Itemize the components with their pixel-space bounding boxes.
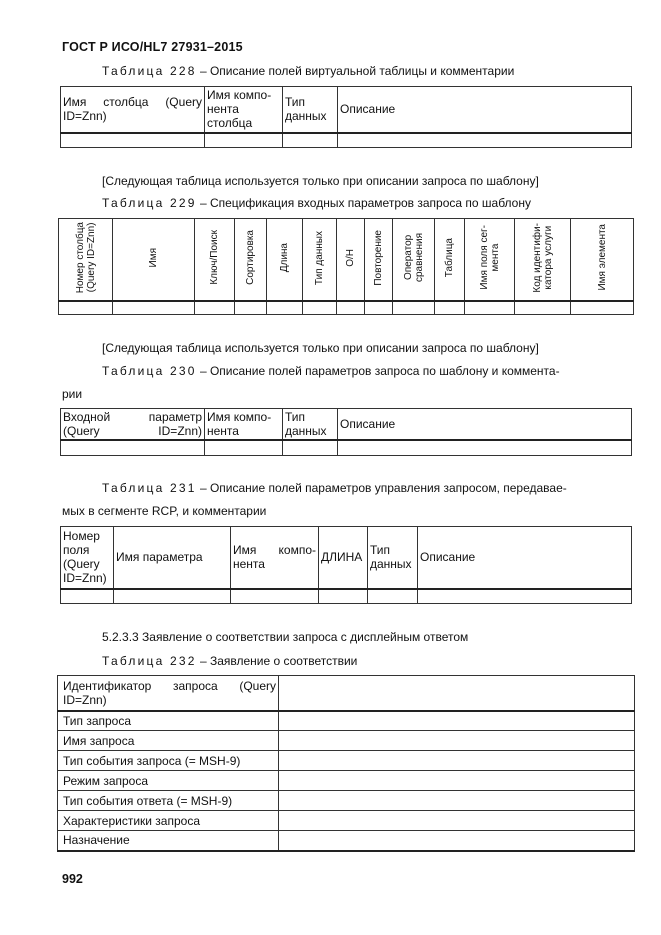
t229-caption-text: – Спецификация входных параметров запроса по шаблону	[196, 196, 531, 210]
table-row	[58, 731, 635, 751]
t230-caption-text-2: рии	[62, 387, 83, 401]
t231-caption-text-2: мых в сегменте RCP, и комментарии	[62, 504, 267, 518]
table-row	[59, 301, 634, 315]
t229-col-key: Ключ/Поиск	[195, 219, 235, 301]
t228-col-description: Описание	[338, 87, 632, 133]
t229-col-length: Длина	[267, 219, 303, 301]
t229-caption-label: Таблица 229	[102, 196, 197, 210]
document-header: ГОСТ Р ИСО/HL7 27931–2015	[62, 40, 243, 54]
t232-row-label: Режим запроса	[58, 771, 279, 791]
t231-col-length: ДЛИНА	[319, 527, 368, 589]
t230-caption	[102, 364, 630, 378]
t232-row-label: Характеристики запроса	[58, 811, 279, 831]
t231-col-type: Тип данных	[368, 527, 418, 589]
t229-col-table: Таблица	[435, 219, 465, 301]
t232-caption	[102, 654, 357, 668]
t229-col-segment-field: Имя поля сег- мента	[465, 219, 515, 301]
t232-row-label: Назначение	[58, 831, 279, 851]
t228-caption	[102, 64, 514, 78]
t229-col-sort: Сортировка	[235, 219, 267, 301]
table-230	[60, 408, 632, 456]
table-row	[58, 831, 635, 851]
t229-caption	[102, 196, 531, 210]
note-template-1: [Следующая таблица используется только при описании запроса по шаблону]	[102, 174, 539, 188]
t230-col-type: Тип данных	[283, 409, 338, 441]
table-row	[58, 751, 635, 771]
t232-row-label: Идентификатор запроса (Query ID=Znn)	[58, 676, 279, 711]
table-row	[61, 440, 632, 455]
t231-col-field-number: Номер поля (Query ID=Znn)	[61, 527, 114, 589]
t230-col-description: Описание	[338, 409, 632, 441]
table-row	[58, 676, 635, 711]
t229-col-element-name: Имя элемента	[571, 219, 634, 301]
t229-col-name: Имя	[113, 219, 195, 301]
t229-col-repeat: Повторение	[365, 219, 393, 301]
table-232	[57, 675, 635, 852]
t232-caption-text: – Заявление о соответствии	[196, 654, 358, 668]
t230-col-component: Имя компо-нента	[205, 409, 283, 441]
table-row	[58, 811, 635, 831]
t228-col-name: Имя столбца (Query ID=Znn)	[61, 87, 205, 133]
t232-caption-label: Таблица 232	[102, 654, 197, 668]
t228-col-component: Имя компо-нента столбца	[205, 87, 283, 133]
table-row	[58, 771, 635, 791]
t232-row-label: Тип события ответа (= MSH-9)	[58, 791, 279, 811]
t229-col-number: Номер столбца (Query ID=Znn)	[59, 219, 113, 301]
table-row	[58, 711, 635, 731]
t230-col-input: Входной параметр (Query ID=Znn)	[61, 409, 205, 441]
t229-col-service-code: Код идентифи- катора услуги	[515, 219, 571, 301]
table-228	[60, 86, 632, 148]
table-231	[60, 526, 632, 604]
t231-col-component: Имя компо-нента	[231, 527, 319, 589]
t231-col-description: Описание	[418, 527, 632, 589]
note-template-2: [Следующая таблица используется только при описании запроса по шаблону]	[102, 341, 539, 355]
t231-caption	[102, 481, 630, 495]
table-row	[58, 791, 635, 811]
t232-row-label: Тип запроса	[58, 711, 279, 731]
t228-caption-label: Таблица 228	[102, 64, 197, 78]
t230-caption-text-1: – Описание полей параметров запроса по шаблону и коммента-	[196, 364, 560, 378]
table-row	[61, 589, 632, 604]
t229-col-optionality: О/Н	[337, 219, 365, 301]
section-heading: 5.2.3.3 Заявление о соответствии запроса с дисплейным ответом	[102, 630, 469, 644]
page-number: 992	[62, 872, 83, 886]
t231-col-param-name: Имя параметра	[114, 527, 231, 589]
t228-caption-text: – Описание полей виртуальной таблицы и комментарии	[196, 64, 515, 78]
t232-row-label: Имя запроса	[58, 731, 279, 751]
table-row	[61, 133, 632, 148]
t230-caption-label: Таблица 230	[102, 364, 197, 378]
t232-row-label: Тип события запроса (= MSH-9)	[58, 751, 279, 771]
t228-col-type: Тип данных	[283, 87, 338, 133]
t231-caption-text-1: – Описание полей параметров управления запросом, передавае-	[196, 481, 567, 495]
t231-caption-label: Таблица 231	[102, 481, 197, 495]
t229-col-type: Тип данных	[303, 219, 337, 301]
table-229	[58, 218, 634, 315]
t229-col-operator: Оператор сравнения	[393, 219, 435, 301]
